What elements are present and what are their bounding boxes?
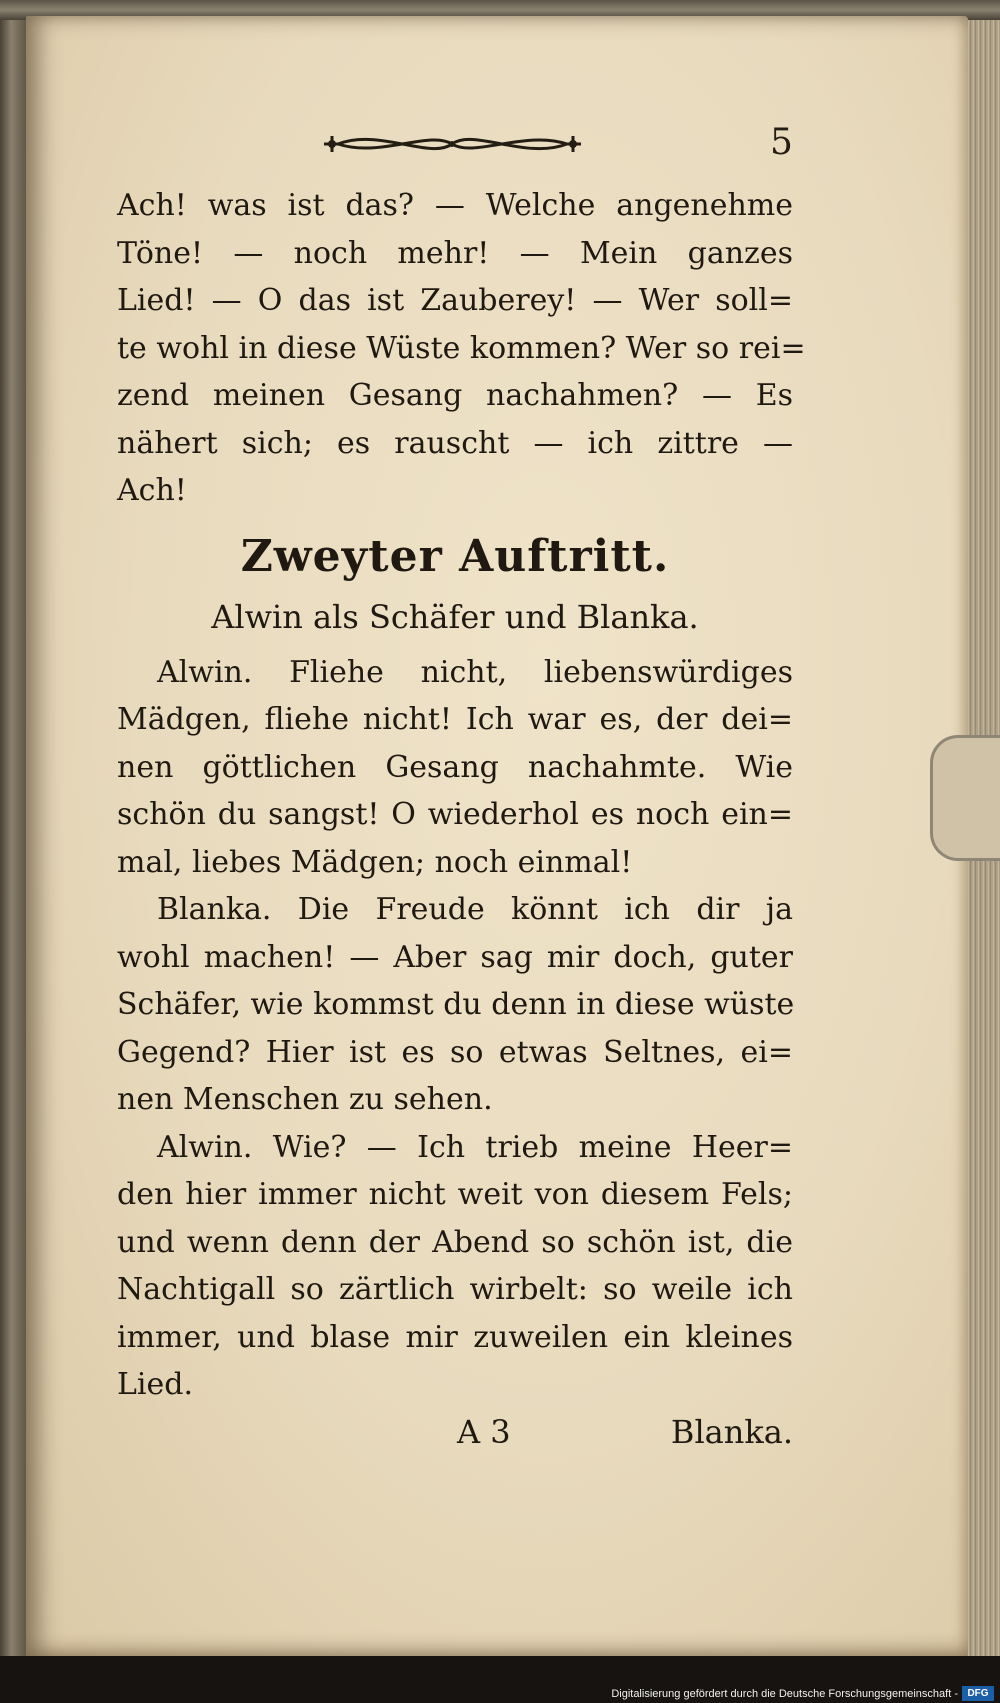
text-line: immer, und blase mir zuweilen ein kleines bbox=[117, 1319, 793, 1355]
text-line: wohl machen! — Aber sag mir doch, guter bbox=[117, 939, 793, 975]
book-spine bbox=[0, 20, 28, 1660]
scene-heading: Zweyter Auftritt. bbox=[240, 530, 670, 582]
text-line: Ach! bbox=[117, 473, 187, 508]
text-line: mal, liebes Mädgen; noch einmal! bbox=[117, 844, 633, 880]
text-line: Gegend? Hier ist es so etwas Seltnes, ei= bbox=[117, 1034, 793, 1070]
text-line: den hier immer nicht weit von diesem Fels; bbox=[117, 1177, 793, 1212]
text-line: Ach! was ist das? — Welche angenehme bbox=[117, 188, 793, 223]
catchword: Blanka. bbox=[670, 1413, 793, 1451]
text-line: Nachtigall so zärtlich wirbelt: so weile ich bbox=[117, 1272, 793, 1307]
page-footer-row bbox=[117, 1413, 793, 1463]
text-line: Lied! — O das ist Zauberey! — Wer soll= bbox=[117, 283, 793, 318]
signature-mark: A 3 bbox=[457, 1413, 511, 1451]
scene-characters: Alwin als Schäfer und Blanka. bbox=[211, 597, 699, 636]
page-number: 5 bbox=[770, 122, 793, 163]
text-line: Blanka. Die Freude könnt ich dir ja bbox=[157, 892, 793, 927]
text-line: te wohl in diese Wüste kommen? Wer so rei= bbox=[117, 330, 806, 366]
text-line: nen göttlichen Gesang nachahmte. Wie bbox=[117, 749, 793, 785]
digitization-credit: Digitalisierung gefördert durch die Deutsche Forschungsgemeinschaft - bbox=[611, 1688, 958, 1700]
text-line: Schäfer, wie kommst du denn in diese wüste bbox=[117, 987, 795, 1022]
text-line: nähert sich; es rauscht — ich zittre — bbox=[117, 425, 793, 461]
text-line: schön du sangst! O wiederhol es noch ein= bbox=[117, 797, 793, 832]
text-line: Alwin. Fliehe nicht, liebenswürdiges bbox=[157, 654, 793, 690]
text-line: nen Menschen zu sehen. bbox=[117, 1082, 493, 1117]
text-line: Alwin. Wie? — Ich trieb meine Heer= bbox=[157, 1129, 793, 1165]
ornament-icon bbox=[320, 124, 585, 164]
text-line: zend meinen Gesang nachahmen? — Es bbox=[117, 378, 793, 413]
text-line: Mädgen, fliehe nicht! Ich war es, der dei= bbox=[117, 702, 793, 737]
text-line: und wenn denn der Abend so schön ist, die bbox=[117, 1224, 793, 1260]
book-clip-tab bbox=[930, 735, 1000, 861]
dfg-logo: DFG bbox=[962, 1686, 994, 1701]
text-line: Lied. bbox=[117, 1367, 194, 1402]
text-line: Töne! — noch mehr! — Mein ganzes bbox=[117, 235, 793, 271]
page-text bbox=[117, 182, 806, 1409]
